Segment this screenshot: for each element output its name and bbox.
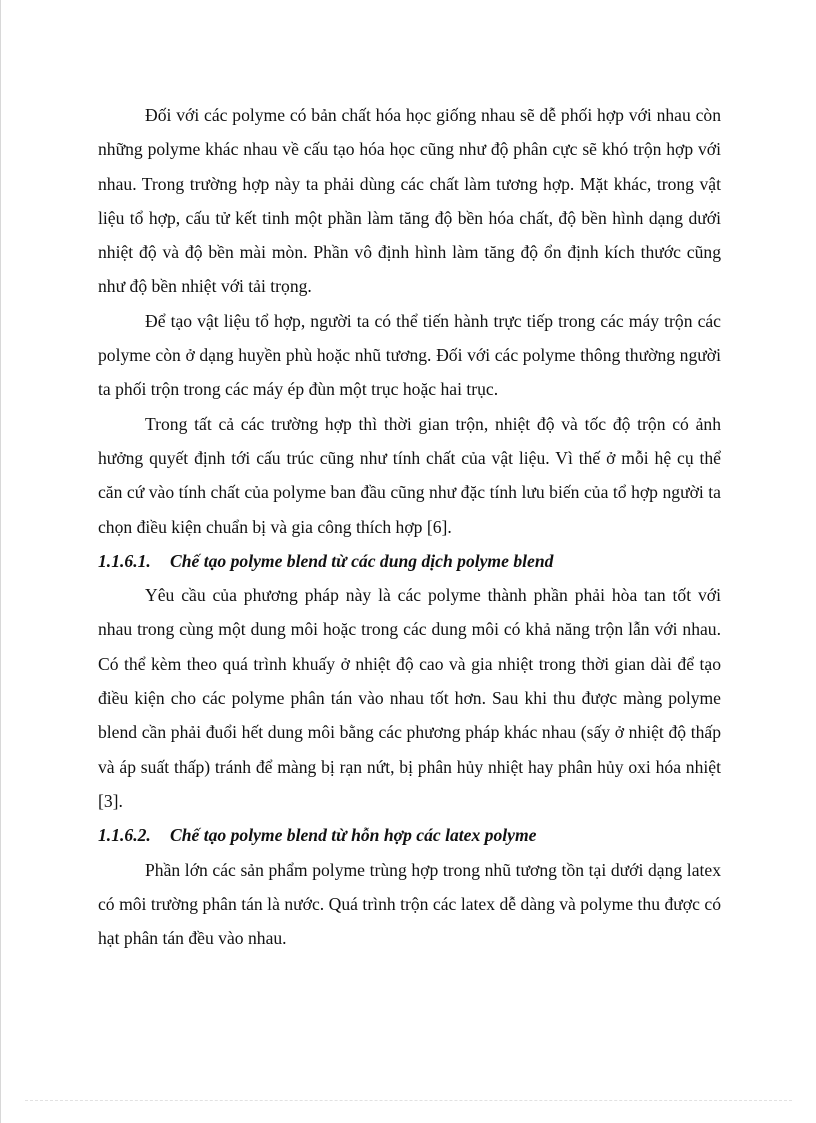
section-title: Chế tạo polyme blend từ hỗn hợp các latex polyme	[170, 825, 537, 846]
page-content	[98, 98, 721, 955]
paragraph-intro-2: Để tạo vật liệu tổ hợp, người ta có thể tiến hành trực tiếp trong các máy trộn các polyme còn ở dạng huyền phù hoặc nhũ tương. Đối với các polyme thông thường người ta phối trộn trong các máy ép đùn một trục hoặc hai trục.	[98, 310, 721, 400]
paragraph-intro-1: Đối với các polyme có bản chất hóa học giống nhau sẽ dễ phối hợp với nhau còn những polyme khác nhau về cấu tạo hóa học cũng như độ phân cực sẽ khó trộn hợp với nhau. Trong trường hợp này ta phải dùng các chất làm tương hợp. Mặt khác, trong vật liệu tổ hợp, cấu tử kết tinh một phần làm tăng độ bền hóa chất, độ bền hình dạng dưới nhiệt độ và độ bền mài mòn. Phần vô định hình làm tăng độ ổn định kích thước cũng như độ bền nhiệt với tải trọng.	[98, 105, 721, 297]
paragraph-intro-3: Trong tất cả các trường hợp thì thời gian trộn, nhiệt độ và tốc độ trộn có ảnh hưởng quyết định tới cấu trúc cũng như tính chất của vật liệu. Vì thế ở mỗi hệ cụ thể căn cứ vào tính chất của polyme ban đầu cũng như đặc tính lưu biến của tổ hợp người ta chọn điều kiện chuẩn bị và gia công thích hợp [6].	[98, 413, 721, 537]
section-title: Chế tạo polyme blend từ các dung dịch polyme blend	[170, 550, 554, 571]
page-bottom-divider	[25, 1100, 792, 1101]
paragraph-section-2: Phần lớn các sản phẩm polyme trùng hợp trong nhũ tương tồn tại dưới dạng latex có môi trường phân tán là nước. Quá trình trộn các latex dễ dàng và polyme thu được có hạt phân tán đều vào nhau.	[98, 859, 721, 949]
section-heading-1-1-6-2	[98, 818, 721, 852]
section-heading-1-1-6-1	[98, 544, 721, 578]
paragraph-section-1: Yêu cầu của phương pháp này là các polyme thành phần phải hòa tan tốt với nhau trong cùng một dung môi hoặc trong các dung môi có khả năng trộn lẫn với nhau. Có thể kèm theo quá trình khuấy ở nhiệt độ cao và gia nhiệt trong thời gian dài để tạo điều kiện cho các polyme phân tán vào nhau tốt hơn. Sau khi thu được màng polyme blend cần phải đuổi hết dung môi bằng các phương pháp khác nhau (sấy ở nhiệt độ thấp và áp suất thấp) tránh để màng bị rạn nứt, bị phân hủy nhiệt hay phân hủy oxi hóa nhiệt [3].	[98, 585, 721, 811]
section-number: 1.1.6.2.	[98, 825, 151, 846]
section-number: 1.1.6.1.	[98, 550, 151, 571]
